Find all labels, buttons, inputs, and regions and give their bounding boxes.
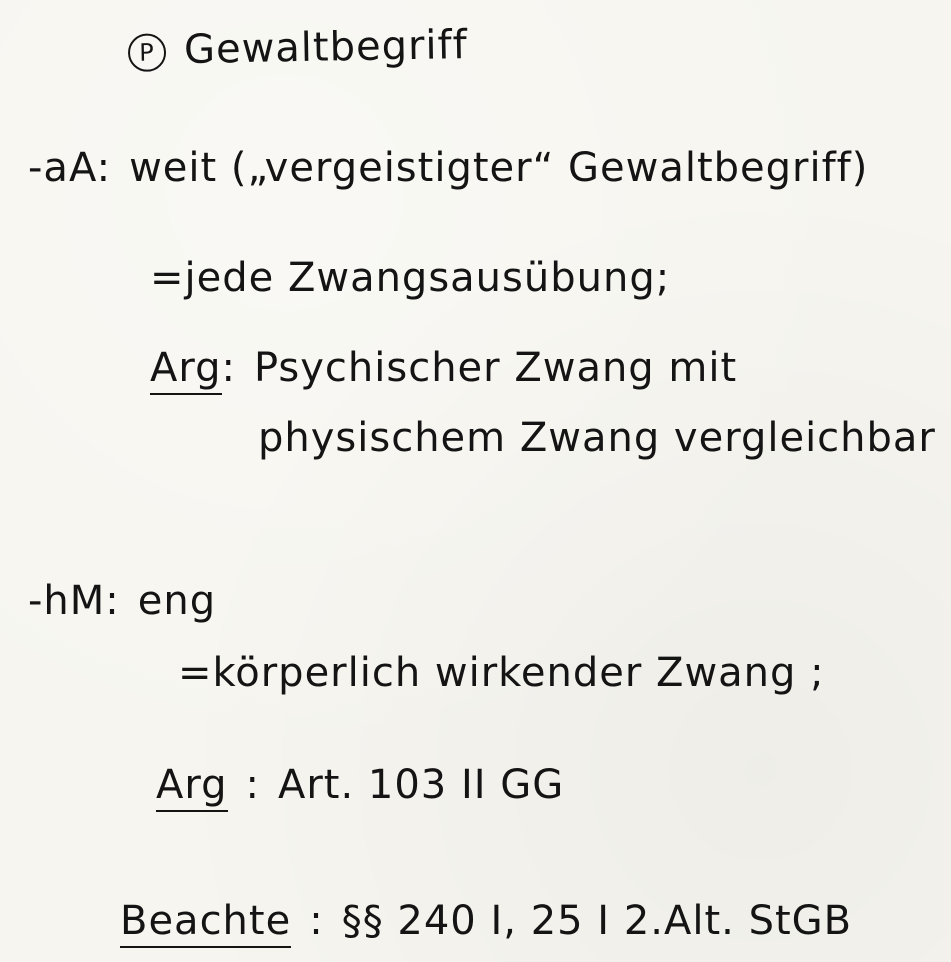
footer-label: Beachte: [120, 898, 291, 948]
opinion-b-arg-text: Art. 103 II GG: [277, 762, 565, 808]
opinion-a-arg-colon: :: [221, 345, 236, 391]
title-text: Gewaltbegriff: [183, 22, 469, 74]
footer-line: [120, 898, 852, 944]
circled-p-marker: P: [128, 33, 167, 72]
opinion-b-definition: =körperlich wirkender Zwang ;: [178, 650, 825, 696]
opinion-b-line: [28, 578, 216, 624]
opinion-b-argument: [156, 762, 564, 808]
opinion-a-arg-label: Arg: [150, 345, 222, 395]
opinion-a-definition: =jede Zwangsausübung;: [150, 255, 671, 301]
opinion-a-scope: weit („vergeistigter“ Gewaltbegriff): [129, 145, 869, 191]
opinion-a-label: -aA:: [28, 145, 112, 191]
opinion-b-scope: eng: [137, 578, 217, 624]
opinion-b-arg-colon: :: [245, 762, 260, 808]
opinion-b-arg-label: Arg: [156, 762, 228, 812]
note-title: [128, 22, 469, 74]
opinion-a-arg-text1: Psychischer Zwang mit: [253, 345, 738, 391]
opinion-b-label: -hM:: [28, 578, 120, 624]
opinion-a-argument-line1: [150, 345, 737, 391]
footer-colon: :: [309, 898, 324, 944]
opinion-a-arg-text2: physischem Zwang vergleichbar: [258, 415, 936, 461]
opinion-a-line: [28, 145, 868, 191]
footer-text: §§ 240 I, 25 I 2.Alt. StGB: [341, 898, 853, 944]
